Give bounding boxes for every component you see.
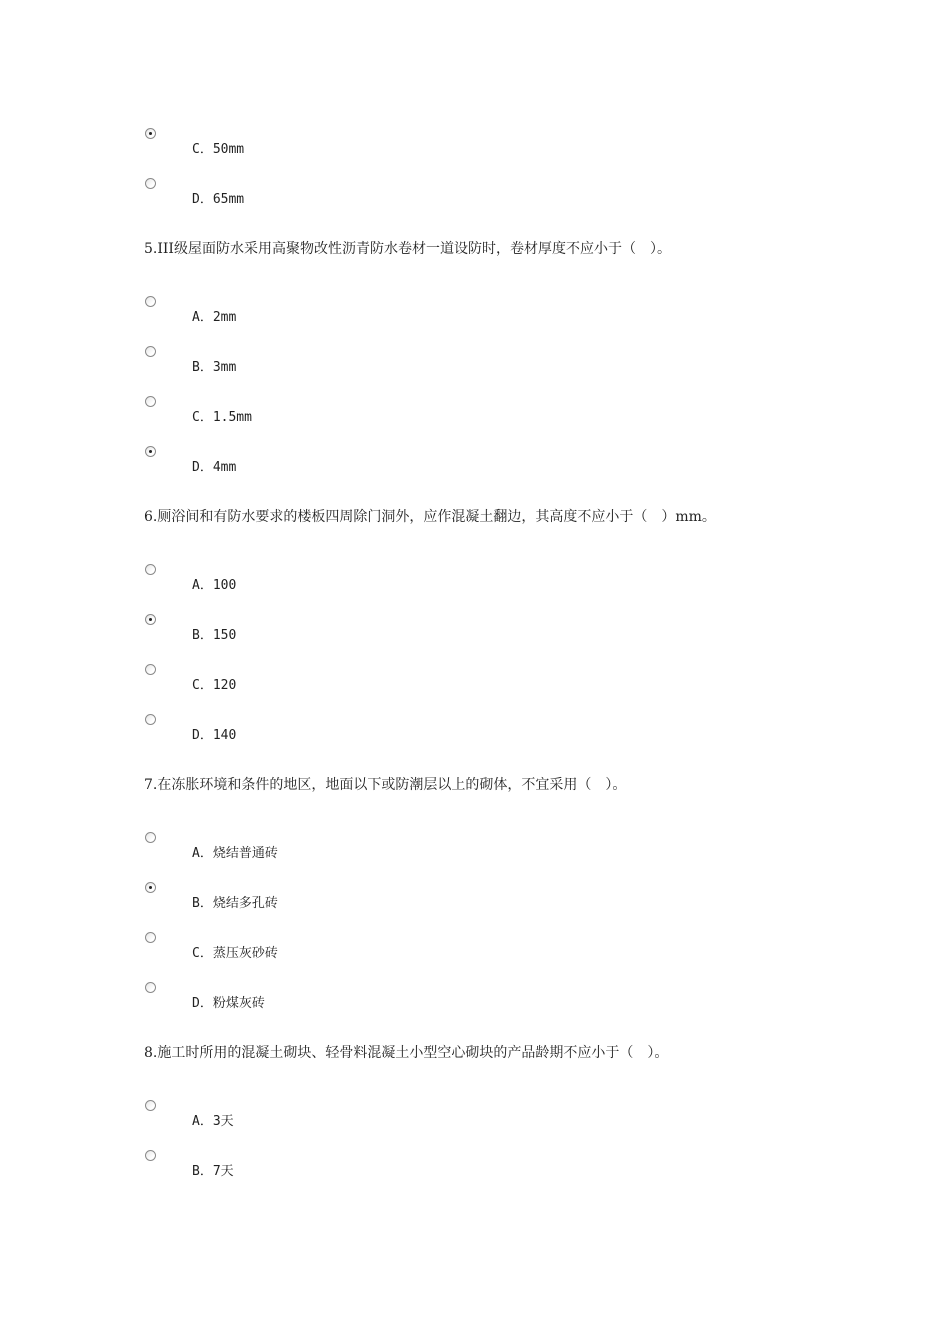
radio-button-icon[interactable] [145,296,156,307]
option-label: C．120 [192,678,237,693]
option-label: A．100 [192,578,237,593]
option-label: D．65mm [192,192,245,207]
radio-button-icon[interactable] [145,1100,156,1111]
option-label: D．粉煤灰砖 [192,996,265,1011]
radio-button-icon[interactable] [145,714,156,725]
option-label: C．1.5mm [192,410,252,425]
radio-button-icon[interactable] [145,396,156,407]
radio-button-icon[interactable] [145,564,156,575]
option-label: A．2mm [192,310,237,325]
radio-button-icon[interactable] [145,1150,156,1161]
radio-button-icon[interactable] [145,982,156,993]
radio-button-icon[interactable] [145,664,156,675]
radio-button-icon[interactable] [145,614,156,625]
radio-button-icon[interactable] [145,882,156,893]
option-label: B．150 [192,628,237,643]
radio-button-icon[interactable] [145,446,156,457]
option-label: C．50mm [192,142,245,157]
option-label: C．蒸压灰砂砖 [192,946,278,961]
question-6: 6.厕浴间和有防水要求的楼板四周除门洞外，应作混凝土翻边，其高度不应小于（ ）mm。 [144,509,716,525]
radio-button-icon[interactable] [145,128,156,139]
question-7: 7.在冻胀环境和条件的地区，地面以下或防潮层以上的砌体，不宜采用（ ）。 [144,777,627,793]
radio-button-icon[interactable] [145,832,156,843]
option-label: D．4mm [192,460,237,475]
option-label: D．140 [192,728,237,743]
radio-button-icon[interactable] [145,932,156,943]
radio-button-icon[interactable] [145,178,156,189]
option-label: B．7天 [192,1164,234,1179]
question-8: 8.施工时所用的混凝土砌块、轻骨料混凝土小型空心砌块的产品龄期不应小于（ ）。 [144,1045,669,1061]
question-5: 5.III级屋面防水采用高聚物改性沥青防水卷材一道设防时，卷材厚度不应小于（ ）。 [144,241,671,257]
option-label: A．烧结普通砖 [192,846,278,861]
option-label: B．3mm [192,360,237,375]
radio-button-icon[interactable] [145,346,156,357]
option-label: B．烧结多孔砖 [192,896,278,911]
option-label: A．3天 [192,1114,234,1129]
